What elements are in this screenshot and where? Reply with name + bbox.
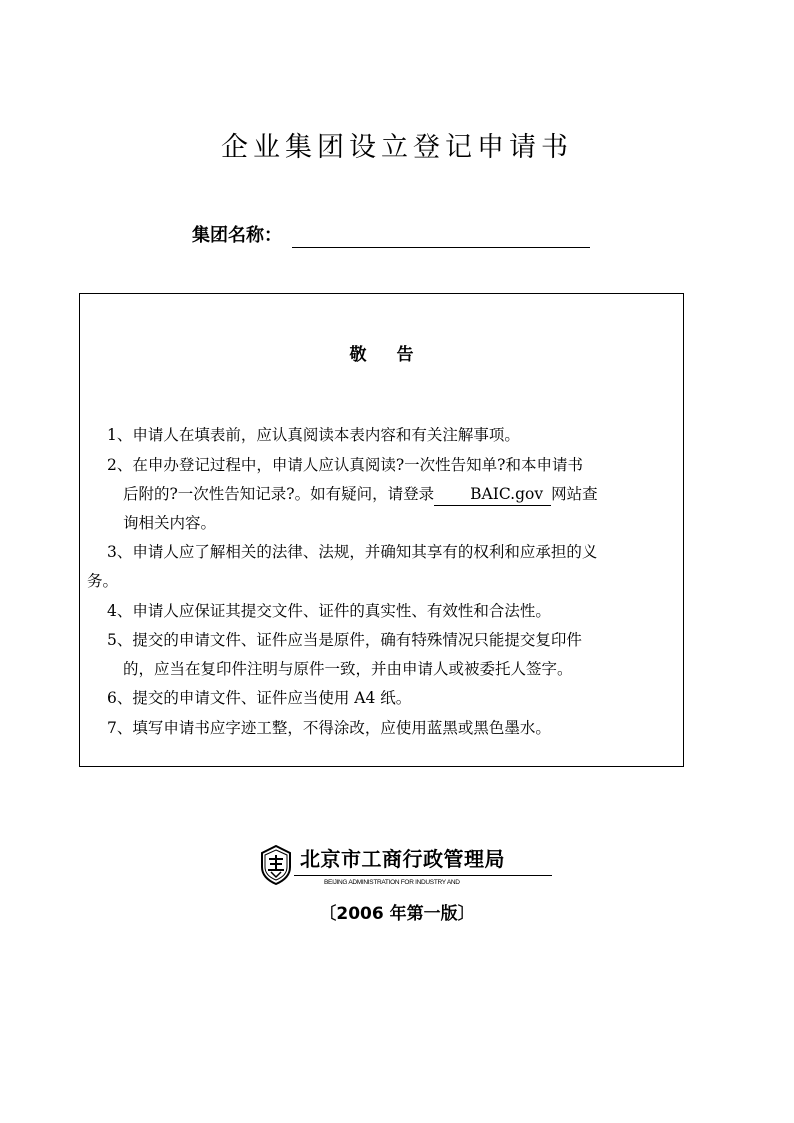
notice-item-3-line-1: 3、申请人应了解相关的法律、法规，并确知其享有的权利和应承担的义 xyxy=(107,543,598,561)
group-name-field[interactable] xyxy=(292,226,590,248)
notice-title: 敬告 xyxy=(349,345,444,365)
group-name-label: 集团名称： xyxy=(192,225,282,246)
notice-item-6-line-1: 6、提交的申请文件、证件应当使用 A4 纸。 xyxy=(107,689,412,707)
notice-item-2-line-2-text: 后附的?一次性告知记录?。如有疑问，请登录 xyxy=(123,485,435,503)
issuer-name-english: BEIJING ADMINISTRATION FOR INDUSTRY AND xyxy=(324,879,460,886)
edition-label: 〔2006 年第一版〕 xyxy=(319,904,475,924)
document-title: 企业集团设立登记申请书 xyxy=(221,132,573,163)
notice-item-2-line-2-tail: 网站查 xyxy=(551,485,598,503)
notice-item-2-line-2 xyxy=(123,480,598,509)
notice-item-3-line-2: 务。 xyxy=(87,572,119,590)
notice-item-5-line-1: 5、提交的申请文件、证件应当是原件，确有特殊情况只能提交复印件 xyxy=(107,631,582,649)
baic-gov-link[interactable]: BAIC.gov xyxy=(434,483,551,506)
notice-box xyxy=(79,293,684,767)
issuer-name-underline xyxy=(294,875,552,876)
notice-item-4-line-1: 4、申请人应保证其提交文件、证件的真实性、有效性和合法性。 xyxy=(107,602,551,620)
issuer-name: 北京市工商行政管理局 xyxy=(300,847,505,871)
notice-item-1-line-1: 1、申请人在填表前，应认真阅读本表内容和有关注解事项。 xyxy=(107,426,520,444)
notice-item-2-line-3: 询相关内容。 xyxy=(123,514,217,532)
group-name-row xyxy=(192,218,590,248)
issuer-logo-block xyxy=(260,845,560,889)
notice-item-2-line-1: 2、在申办登记过程中，申请人应认真阅读?一次性告知单?和本申请书 xyxy=(107,456,583,474)
notice-item-7-line-1: 7、填写申请书应字迹工整，不得涂改，应使用蓝黑或黑色墨水。 xyxy=(107,719,551,737)
aic-emblem-icon xyxy=(260,845,292,885)
notice-item-5-line-2: 的，应当在复印件注明与原件一致，并由申请人或被委托人签字。 xyxy=(123,660,573,678)
